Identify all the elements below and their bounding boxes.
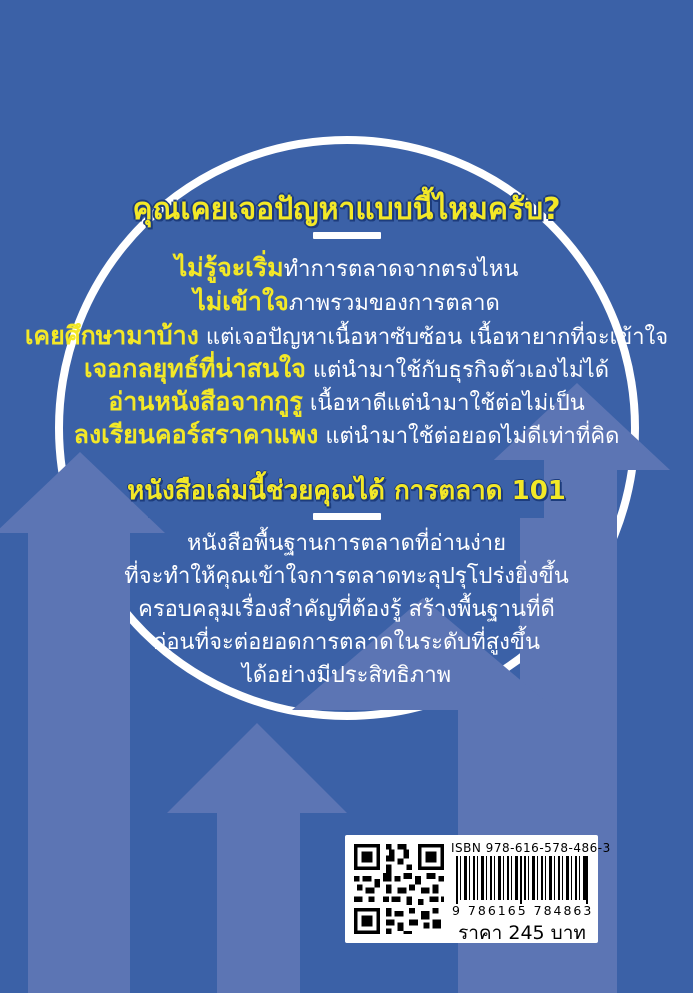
problem-highlight: ไม่เข้าใจ (193, 287, 289, 316)
problem-highlight: เคยศึกษามาบ้าง (24, 321, 199, 350)
problem-highlight: อ่านหนังสือจากกูรู (108, 387, 303, 416)
problem-rest: เนื้อหาดีแต่นำมาใช้ต่อไม่เป็น (302, 391, 585, 416)
description-line: หนังสือพื้นฐานการตลาดที่อ่านง่าย (187, 531, 506, 556)
problem-rest: ทำการตลาดจากตรงไหน (283, 257, 519, 282)
description-line: ได้อย่างมีประสิทธิภาพ (241, 663, 452, 688)
problem-rest: แต่นำมาใช้ต่อยอดไม่ดีเท่าที่คิด (318, 424, 620, 449)
barcode-guard-bar (586, 856, 588, 908)
headline-underline (313, 513, 381, 520)
title-underline (313, 232, 381, 239)
isbn-block (451, 841, 611, 944)
ean13-barcode (456, 856, 588, 900)
problem-highlight: เจอกลยุทธ์ที่น่าสนใจ (83, 354, 306, 383)
problem-rest: แต่นำมาใช้กับธุรกิจตัวเองไม่ได้ (305, 358, 610, 383)
up-arrow-middle (167, 723, 347, 993)
problem-highlight: ไม่รู้จะเริ่ม (174, 253, 284, 282)
ean-digits: 9 786165 784863 (452, 903, 594, 918)
description-line: ที่จะทำให้คุณเข้าใจการตลาดทะลุปรุโปร่งยิ่งขึ้น (124, 564, 569, 589)
description-line: ครอบคลุมเรื่องสำคัญที่ต้องรู้ สร้างพื้นฐานที่ดี (138, 597, 555, 622)
page-title: คุณเคยเจอปัญหาแบบนี้ไหมครับ? (132, 192, 561, 227)
problem-rest: ภาพรวมของการตลาด (288, 291, 500, 316)
problem-line (0, 285, 693, 320)
problem-line (0, 385, 693, 420)
problem-line (0, 251, 693, 286)
barcode-panel (345, 835, 611, 944)
problem-line (0, 319, 693, 354)
qr-code (351, 841, 447, 937)
problem-highlight: ลงเรียนคอร์สราคาแพง (73, 420, 319, 449)
problem-line (0, 352, 693, 387)
problem-rest: แต่เจอปัญหาเนื้อหาซับซ้อน เนื้อหายากที่จะเข้าใจ (198, 325, 669, 350)
solution-headline: หนังสือเล่มนี้ช่วยคุณได้ การตลาด 101 (127, 476, 566, 506)
solution-description (0, 527, 693, 692)
barcode-guard-bar (520, 856, 522, 908)
isbn-label: ISBN 978-616-578-486-3 (451, 841, 611, 855)
barcode-guard-bar (456, 856, 458, 908)
price-label: ราคา 245 บาท (458, 922, 586, 944)
problem-line (0, 418, 693, 453)
description-line: ก่อนที่จะต่อยอดการตลาดในระดับที่สูงขึ้น (153, 630, 540, 655)
